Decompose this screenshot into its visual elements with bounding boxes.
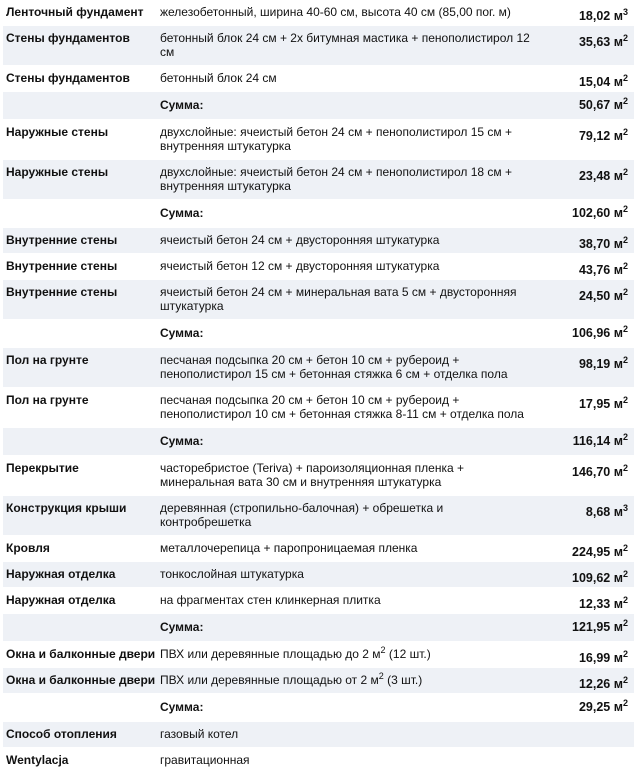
element-description: бетонный блок 24 см <box>154 66 534 92</box>
table-row <box>3 160 634 200</box>
element-name: Конструкция крыши <box>3 496 154 536</box>
element-name <box>3 614 154 642</box>
element-value: 12,26 $м^2$ <box>534 668 634 694</box>
element-value: 43,76 $м^2$ <box>534 254 634 280</box>
sum-value: 106,96 $м^2$ <box>534 320 634 348</box>
sum-row <box>3 320 634 348</box>
table-row <box>3 388 634 428</box>
sum-row <box>3 428 634 456</box>
element-name <box>3 320 154 348</box>
element-description: ячеистый бетон 12 см + двусторонняя штукатурка <box>154 254 534 280</box>
sum-value: 121,95 $м^2$ <box>534 614 634 642</box>
element-value: 15,04 $м^2$ <box>534 66 634 92</box>
table-row <box>3 254 634 280</box>
materials-table-body <box>3 0 634 774</box>
table-row <box>3 456 634 496</box>
element-name: Наружная отделка <box>3 588 154 614</box>
table-row <box>3 562 634 588</box>
sum-label: Сумма: <box>154 694 534 722</box>
table-row <box>3 536 634 562</box>
element-name <box>3 428 154 456</box>
element-value: 8,68 $м^3$ <box>534 496 634 536</box>
element-name: Окна и балконные двери <box>3 668 154 694</box>
sum-label: Сумма: <box>154 200 534 228</box>
element-description: часторебристое (Teriva) + пароизоляционная пленка + минеральная вата 30 см и внутренняя штукатурка <box>154 456 534 496</box>
sum-row <box>3 200 634 228</box>
sum-row <box>3 92 634 120</box>
element-value: 16,99 $м^2$ <box>534 642 634 668</box>
element-value: 18,02 $м^3$ <box>534 0 634 26</box>
element-value <box>534 722 634 748</box>
element-description: на фрагментах стен клинкерная плитка <box>154 588 534 614</box>
element-description: деревянная (стропильно-балочная) + обрешетка и контробрешетка <box>154 496 534 536</box>
element-value: 79,12 $м^2$ <box>534 120 634 160</box>
sum-value: 102,60 $м^2$ <box>534 200 634 228</box>
element-name: Наружные стены <box>3 120 154 160</box>
element-description: бетонный блок 24 см + 2х битумная мастика + пенополистирол 12 см <box>154 26 534 66</box>
element-value: 38,70 $м^2$ <box>534 228 634 254</box>
element-description: ячеистый бетон 24 см + двусторонняя штукатурка <box>154 228 534 254</box>
element-name <box>3 694 154 722</box>
element-description: песчаная подсыпка 20 см + бетон 10 см + рубероид + пенополистирол 15 см + бетонная стяжка 6 см + отделка пола <box>154 348 534 388</box>
element-value: 224,95 $м^2$ <box>534 536 634 562</box>
element-description: ячеистый бетон 24 см + минеральная вата 5 см + двусторонняя штукатурка <box>154 280 534 320</box>
sum-label: Сумма: <box>154 428 534 456</box>
sum-label: Сумма: <box>154 320 534 348</box>
element-name <box>3 92 154 120</box>
table-row <box>3 642 634 668</box>
element-name: Кровля <box>3 536 154 562</box>
table-row <box>3 120 634 160</box>
element-name: Wentylacja <box>3 748 154 774</box>
table-row <box>3 668 634 694</box>
element-name: Способ отопления <box>3 722 154 748</box>
element-description: железобетонный, ширина 40-60 см, высота 40 см (85,00 пог. м) <box>154 0 534 26</box>
table-row <box>3 348 634 388</box>
table-row <box>3 228 634 254</box>
element-name: Наружные стены <box>3 160 154 200</box>
element-value: 98,19 $м^2$ <box>534 348 634 388</box>
element-value: 24,50 $м^2$ <box>534 280 634 320</box>
element-name: Внутренние стены <box>3 228 154 254</box>
table-row <box>3 0 634 26</box>
sum-value: 116,14 $м^2$ <box>534 428 634 456</box>
element-name: Ленточный фундамент <box>3 0 154 26</box>
element-description: песчаная подсыпка 20 см + бетон 10 см + рубероид + пенополистирол 10 см + бетонная стяжка 8-11 см + отделка пола <box>154 388 534 428</box>
element-name: Стены фундаментов <box>3 26 154 66</box>
element-value: 109,62 $м^2$ <box>534 562 634 588</box>
element-description: металлочерепица + паропроницаемая пленка <box>154 536 534 562</box>
element-description: ПВХ или деревянные площадью до 2 $м^2$ (12 шт.) <box>154 642 534 668</box>
element-description: двухслойные: ячеистый бетон 24 см + пенополистирол 15 см + внутренняя штукатурка <box>154 120 534 160</box>
element-value: 17,95 $м^2$ <box>534 388 634 428</box>
element-description: двухслойные: ячеистый бетон 24 см + пенополистирол 18 см + внутренняя штукатурка <box>154 160 534 200</box>
element-name: Стены фундаментов <box>3 66 154 92</box>
element-description: газовый котел <box>154 722 534 748</box>
table-row <box>3 66 634 92</box>
table-row <box>3 280 634 320</box>
materials-table <box>3 0 634 774</box>
element-name: Наружная отделка <box>3 562 154 588</box>
table-row <box>3 748 634 774</box>
element-name: Перекрытие <box>3 456 154 496</box>
element-value: 35,63 $м^2$ <box>534 26 634 66</box>
sum-row <box>3 614 634 642</box>
sum-value: 50,67 $м^2$ <box>534 92 634 120</box>
element-name: Внутренние стены <box>3 254 154 280</box>
element-name: Пол на грунте <box>3 348 154 388</box>
sum-row <box>3 694 634 722</box>
element-value: 146,70 $м^2$ <box>534 456 634 496</box>
element-value: 12,33 $м^2$ <box>534 588 634 614</box>
element-description: ПВХ или деревянные площадью от 2 $м^2$ (3 шт.) <box>154 668 534 694</box>
sum-value: 29,25 $м^2$ <box>534 694 634 722</box>
element-description: гравитационная <box>154 748 534 774</box>
sum-label: Сумма: <box>154 92 534 120</box>
element-name: Пол на грунте <box>3 388 154 428</box>
table-row <box>3 722 634 748</box>
table-row <box>3 496 634 536</box>
element-name: Внутренние стены <box>3 280 154 320</box>
element-value: 23,48 $м^2$ <box>534 160 634 200</box>
element-name: Окна и балконные двери <box>3 642 154 668</box>
table-row <box>3 26 634 66</box>
table-row <box>3 588 634 614</box>
element-description: тонкослойная штукатурка <box>154 562 534 588</box>
sum-label: Сумма: <box>154 614 534 642</box>
element-value <box>534 748 634 774</box>
element-name <box>3 200 154 228</box>
